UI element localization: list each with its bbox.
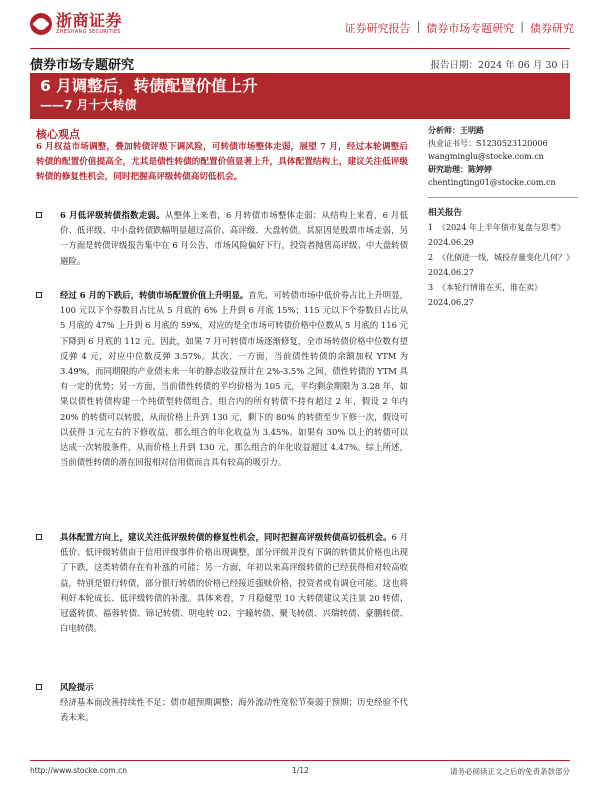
report-date: 报告日期：2024 年 06 月 30 日 [430,60,570,71]
square-bullet-icon [36,212,42,218]
logo-mark-icon [30,13,52,35]
paragraph-lead: 6 月低评级转债指数走弱。 [60,210,165,220]
paragraph-body: 6 月低价、低评级转债由于信用评级事件价格出现调整，部分评级并没有下调的转债其价格也出现了下跌，这类转债存在有补涨的可能；另一方面，年初以来高评级转债的已经获得相对较高收益，特别是银行转债，部分银行转债的价格已经接近强赎价格，投资者或有调仓可能。这也将利好本轮成长、低评级转债的补涨。具体来看，7 月稳健型 10 大转债建议关注景 20 转债、冠盛转债、福蓉转债、锦记转债、明电转 02、宇瞳转债、聚飞转债、兴瑞转债、豪鹏转债、白电转债。 [60,532,408,634]
sidebar [428,124,578,310]
square-bullet-icon [36,684,42,690]
paragraph-lead: 具体配置方向上，建议关注低评级转债的修复性机会，同时把握高评级转债高切低机会。 [60,532,392,542]
risk-warning [36,680,408,726]
brand-logo [30,12,122,35]
logo-english-name: ZHESHANG SECURITIES [56,29,121,35]
body-paragraph [36,288,408,470]
report-subtitle: ——7 月十大转债 [40,98,137,112]
risk-body: 经济基本面改善持续性不足；债市超预期调整；海外流动性宽松节奏弱于预期；历史经验不代表未来。 [60,697,408,723]
related-report-item[interactable]: 2 《化债进一线，城投存量变化几何？》 2024.06.27 [428,253,574,277]
page-number: 1/12 [292,766,309,775]
footer-divider [30,760,570,761]
researcher-name: 研究助理：陈婷婷 [428,164,492,174]
header-divider [30,48,570,49]
nav-item-bond-research: 债券研究 [530,22,574,35]
core-view-text: 6 月权益市场调整，叠加转债评级下调风险，可转债市场整体走弱，展望 7 月，经过本轮调整后转债的配置价值提高全，尤其是债性转债的配置价值显著上升，具体配置结构上，建议关注低评级转债的修复性机会，同时把握高评级转债高切低机会。 [36,142,408,183]
report-category-nav [345,20,574,36]
footer-disclaimer: 请务必阅读正文之后的免责条款部分 [450,767,570,776]
report-title: 6 月调整后，转债配置价值上升 [40,77,258,95]
body-paragraph [36,530,408,636]
paragraph-body: 首先，可转债市场中低价券占比上升明显，100 元以下个券数目占比从 5 月底的 6% 上升到 6 月底 15%；115 元以下个券数目占比从 5 月底的 47% 上升到 6 月底的 59%，对应的是全市场可转债价格中位数从 5 月底的 116 元下降到 6 月底的 112 元。因此，如果 7 月可转债市场逐渐修复，全市场转债价格中位数有望反弹 4 元，对应中位数反弹 3.57%。其次，一方面，当前债性转债的余额加权 YTM 为 3.49%，而同期限的产业债未来一年的静态收益预计在 2%-3.5% 之间，债性转债的 YTM 具有一定的优势；另一方面，当前债性转债的平均价格为 105 元，平均剩余期限为 3.28 年，如果以债性转债构建一个纯债型转债组合，组合内的所有转债不持有超过 2 年，假设 2 年内 20% 的转债可以转股，从而价格上升到 130 元，剩下的 80% 的转债至少下修一次，假设可以获得 3 元左右的下修收益，那么组合的年化收益为 3.45%。如果有 30% 以上的转债可以达成一次转股条件，从而价格上升到 130 元，那么组合的年化收益超过 4.47%。综上所述，当前债性转债的潜在回报相对信用债而言具有较高的吸引力。 [60,290,408,468]
nav-separator: | [416,20,421,33]
title-banner [30,73,570,119]
related-report-item[interactable]: 3 《本轮行情谁在买，谁在卖》 2024.06.27 [428,283,542,307]
paragraph-lead: 经过 6 月的下跌后，转债市场配置价值上升明显。 [60,290,249,300]
risk-heading: 风险提示 [60,682,94,692]
sidebar-divider [428,197,578,198]
logo-chinese-name: 浙商证券 [56,11,123,30]
core-view-heading: 核心观点 [36,128,80,141]
section-title: 债券市场专题研究 [30,58,135,73]
analyst-name: 分析师：王明路 [428,125,484,135]
related-report-item[interactable]: 1 《2024 年上半年债市复盘与思考》 2024.06.29 [428,223,565,247]
nav-separator: | [520,20,524,33]
square-bullet-icon [36,534,42,540]
researcher-email[interactable]: chentingting01@stocke.com.cn [428,178,556,187]
nav-item-bond-topic: 债券市场专题研究 [426,22,515,35]
logo-text [56,12,122,35]
nav-item-research-report: 证券研究报告 [344,22,411,35]
footer-url[interactable]: http://www.stocke.com.cn [30,766,127,775]
body-paragraph [36,208,408,269]
analyst-email[interactable]: wangminglu@stocke.com.cn [428,152,544,161]
analyst-certificate: 执业证书号：S1230523120006 [428,139,548,148]
paragraph-body: 从整体上来看，6 月转债市场整体走弱；从结构上来看，6 月低价、低评级、中小盘转债跌幅明显超过高价、高评级、大盘转债。其原因是股票市场走弱，另一方面是转债评级报告集中在 6 月公告，市场风险偏好下行，投资者抛售高评级、中大盘转债避险。 [60,210,408,266]
square-bullet-icon [36,292,42,298]
related-reports-heading: 相关报告 [428,208,463,218]
